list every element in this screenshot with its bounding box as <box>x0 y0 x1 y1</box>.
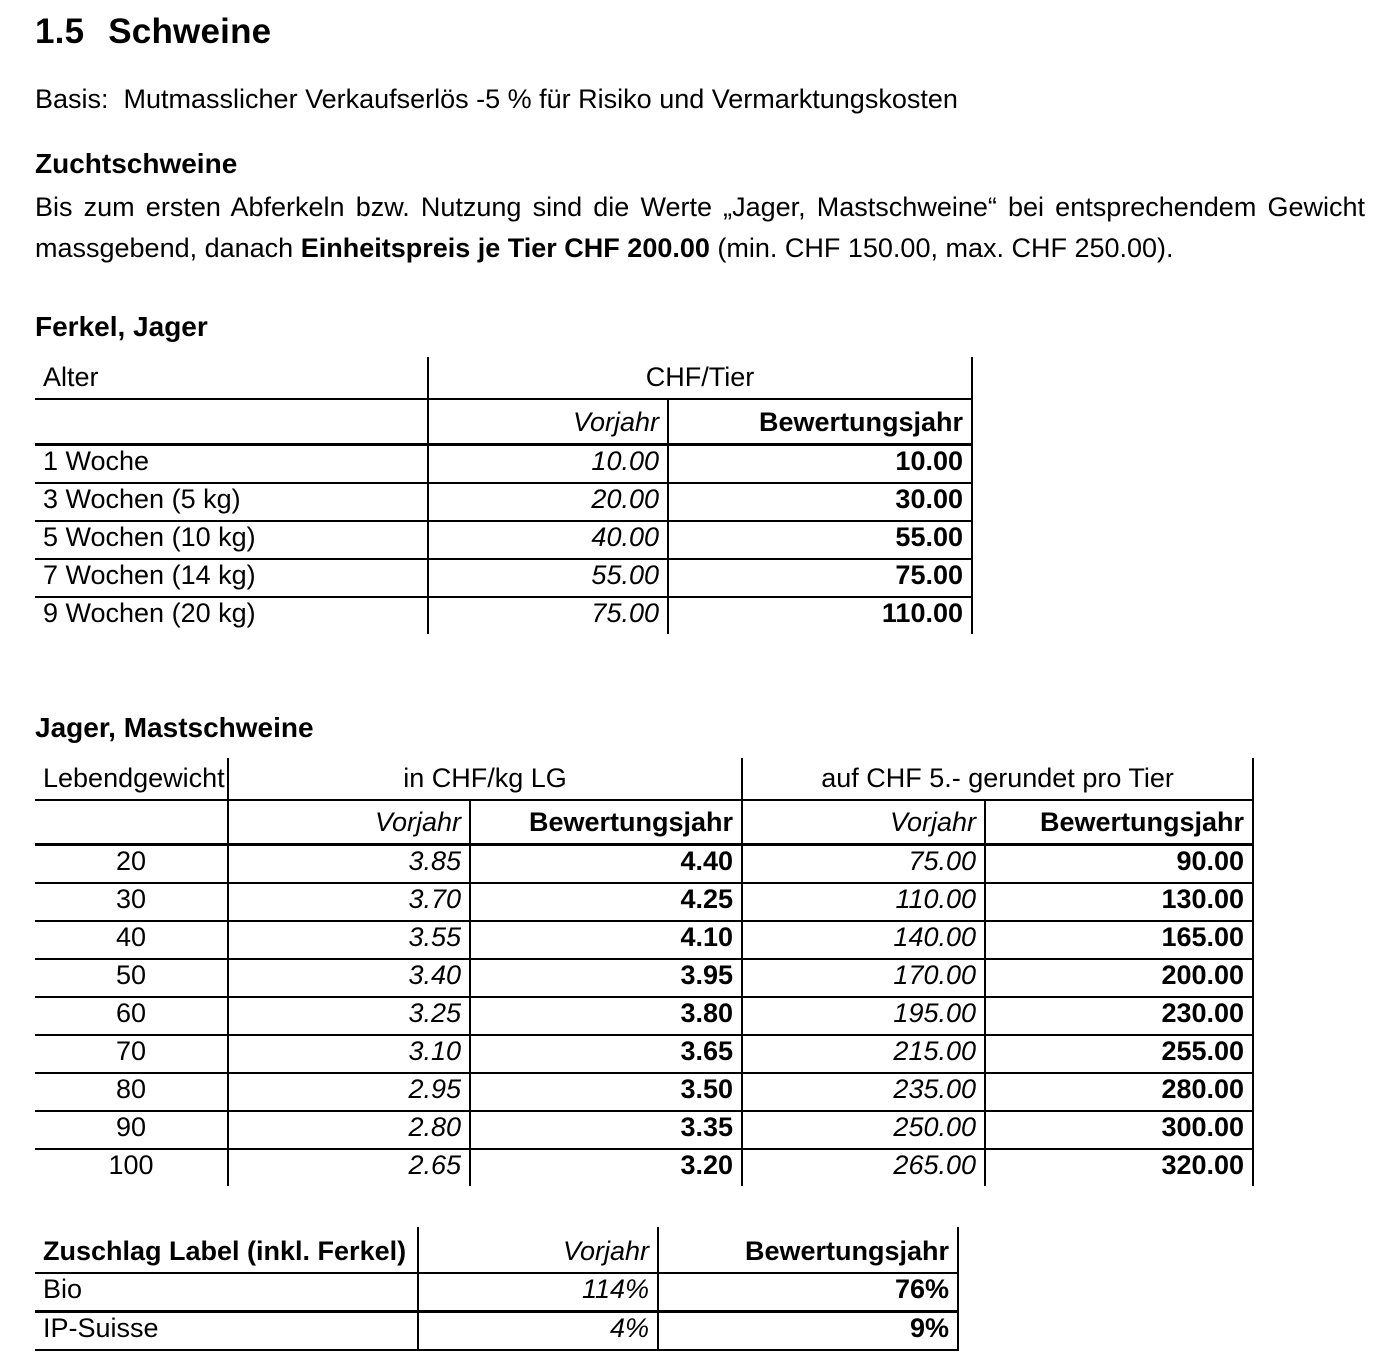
cell-kg-bewertungsjahr: 3.95 <box>470 959 742 997</box>
cell-bewertungsjahr: 30.00 <box>668 483 972 521</box>
table-header-row <box>35 1227 958 1273</box>
cell-tier-vorjahr: 75.00 <box>742 845 985 884</box>
cell-bewertungsjahr: 9% <box>658 1312 958 1351</box>
cell-tier-vorjahr: 170.00 <box>742 959 985 997</box>
cell-bewertungsjahr: 110.00 <box>668 597 972 634</box>
ferkel-jager-heading: Ferkel, Jager <box>35 311 208 342</box>
table-row <box>35 845 1253 884</box>
cell-kg-vorjahr: 3.85 <box>228 845 470 884</box>
cell-label: Bio <box>35 1273 418 1312</box>
cell-kg-vorjahr: 3.70 <box>228 883 470 921</box>
table-row <box>35 1149 1253 1186</box>
cell-tier-bewertungsjahr: 320.00 <box>985 1149 1253 1186</box>
cell-bewertungsjahr: 10.00 <box>668 444 972 483</box>
table-row <box>35 559 972 597</box>
cell-alter: 3 Wochen (5 kg) <box>35 483 428 521</box>
cell-tier-vorjahr: 140.00 <box>742 921 985 959</box>
cell-gewicht: 100 <box>35 1149 228 1186</box>
empty-cell <box>35 800 228 845</box>
cell-kg-vorjahr: 3.25 <box>228 997 470 1035</box>
page-title <box>35 0 1365 52</box>
cell-tier-bewertungsjahr: 200.00 <box>985 959 1253 997</box>
col-header-bewertungsjahr: Bewertungsjahr <box>658 1227 958 1273</box>
jager-mastschweine-heading: Jager, Mastschweine <box>35 711 314 743</box>
cell-kg-bewertungsjahr: 4.25 <box>470 883 742 921</box>
empty-cell <box>35 399 428 444</box>
col-header-vorjahr: Vorjahr <box>418 1227 658 1273</box>
cell-label: IP-Suisse <box>35 1312 418 1351</box>
cell-gewicht: 20 <box>35 845 228 884</box>
cell-kg-vorjahr: 3.55 <box>228 921 470 959</box>
table-row <box>35 521 972 559</box>
section-title-text: Schweine <box>108 12 272 51</box>
table-row <box>35 959 1253 997</box>
table-subheader-row <box>35 800 1253 845</box>
cell-bewertungsjahr: 76% <box>658 1273 958 1312</box>
col-header-chf-kg-group: in CHF/kg LG <box>228 758 742 800</box>
cell-gewicht: 60 <box>35 997 228 1035</box>
cell-tier-vorjahr: 265.00 <box>742 1149 985 1186</box>
table-row <box>35 483 972 521</box>
table-row <box>35 921 1253 959</box>
cell-tier-bewertungsjahr: 255.00 <box>985 1035 1253 1073</box>
jager-mastschweine-table <box>35 758 1254 1187</box>
cell-vorjahr: 75.00 <box>428 597 668 634</box>
cell-tier-vorjahr: 215.00 <box>742 1035 985 1073</box>
cell-tier-vorjahr: 235.00 <box>742 1073 985 1111</box>
cell-kg-bewertungsjahr: 3.50 <box>470 1073 742 1111</box>
cell-kg-bewertungsjahr: 4.10 <box>470 921 742 959</box>
cell-kg-bewertungsjahr: 4.40 <box>470 845 742 884</box>
zuchtschweine-heading: Zuchtschweine <box>35 148 238 179</box>
col-header-lebendgewicht: Lebendgewicht <box>35 758 228 800</box>
table-row <box>35 444 972 483</box>
cell-alter: 1 Woche <box>35 444 428 483</box>
cell-gewicht: 80 <box>35 1073 228 1111</box>
table-row <box>35 1111 1253 1149</box>
col-header-bewertungsjahr: Bewertungsjahr <box>470 800 742 845</box>
col-header-bewertungsjahr: Bewertungsjahr <box>668 399 972 444</box>
cell-gewicht: 50 <box>35 959 228 997</box>
cell-kg-vorjahr: 2.80 <box>228 1111 470 1149</box>
cell-gewicht: 70 <box>35 1035 228 1073</box>
col-header-vorjahr: Vorjahr <box>228 800 470 845</box>
cell-gewicht: 30 <box>35 883 228 921</box>
table-row <box>35 597 972 634</box>
col-header-zuschlag-label: Zuschlag Label (inkl. Ferkel) <box>35 1227 418 1273</box>
table-row <box>35 997 1253 1035</box>
table-row <box>35 1312 958 1351</box>
cell-kg-bewertungsjahr: 3.80 <box>470 997 742 1035</box>
cell-tier-bewertungsjahr: 280.00 <box>985 1073 1253 1111</box>
cell-alter: 9 Wochen (20 kg) <box>35 597 428 634</box>
table-header-row <box>35 758 1253 800</box>
table-row <box>35 883 1253 921</box>
paragraph-text-before: Bis zum ersten Abferkeln bzw. Nutzung sind die Werte „Jager, Mastschweine“ bei entsprechendem Gewicht massgebend, danach <box>35 192 1365 263</box>
cell-alter: 5 Wochen (10 kg) <box>35 521 428 559</box>
col-header-chf-tier: CHF/Tier <box>428 357 972 399</box>
cell-kg-bewertungsjahr: 3.65 <box>470 1035 742 1073</box>
col-header-vorjahr: Vorjahr <box>428 399 668 444</box>
cell-vorjahr: 20.00 <box>428 483 668 521</box>
cell-vorjahr: 55.00 <box>428 559 668 597</box>
zuchtschweine-paragraph <box>35 187 1365 269</box>
cell-kg-vorjahr: 2.65 <box>228 1149 470 1186</box>
cell-vorjahr: 40.00 <box>428 521 668 559</box>
basis-line: Basis: Mutmasslicher Verkaufserlös -5 % für Risiko und Vermarktungskosten <box>35 84 958 114</box>
cell-kg-bewertungsjahr: 3.35 <box>470 1111 742 1149</box>
cell-tier-bewertungsjahr: 130.00 <box>985 883 1253 921</box>
cell-bewertungsjahr: 75.00 <box>668 559 972 597</box>
table-row <box>35 1273 958 1312</box>
table-subheader-row <box>35 399 972 444</box>
cell-tier-bewertungsjahr: 230.00 <box>985 997 1253 1035</box>
table-row <box>35 1035 1253 1073</box>
cell-vorjahr: 10.00 <box>428 444 668 483</box>
table-row <box>35 1073 1253 1111</box>
paragraph-text-after: (min. CHF 150.00, max. CHF 250.00). <box>709 233 1174 263</box>
cell-bewertungsjahr: 55.00 <box>668 521 972 559</box>
cell-kg-bewertungsjahr: 3.20 <box>470 1149 742 1186</box>
cell-tier-vorjahr: 250.00 <box>742 1111 985 1149</box>
col-header-bewertungsjahr: Bewertungsjahr <box>985 800 1253 845</box>
cell-tier-bewertungsjahr: 165.00 <box>985 921 1253 959</box>
ferkel-jager-table <box>35 357 973 634</box>
section-number: 1.5 <box>35 12 85 51</box>
col-header-pro-tier-group: auf CHF 5.- gerundet pro Tier <box>742 758 1253 800</box>
cell-tier-bewertungsjahr: 300.00 <box>985 1111 1253 1149</box>
zuschlag-label-table <box>35 1227 959 1351</box>
cell-gewicht: 90 <box>35 1111 228 1149</box>
cell-tier-vorjahr: 110.00 <box>742 883 985 921</box>
table-header-row <box>35 357 972 399</box>
paragraph-bold-text: Einheitspreis je Tier CHF 200.00 <box>300 233 710 263</box>
cell-kg-vorjahr: 2.95 <box>228 1073 470 1111</box>
cell-kg-vorjahr: 3.10 <box>228 1035 470 1073</box>
col-header-alter: Alter <box>35 357 428 399</box>
cell-tier-bewertungsjahr: 90.00 <box>985 845 1253 884</box>
cell-vorjahr: 114% <box>418 1273 658 1312</box>
col-header-vorjahr: Vorjahr <box>742 800 985 845</box>
cell-kg-vorjahr: 3.40 <box>228 959 470 997</box>
cell-tier-vorjahr: 195.00 <box>742 997 985 1035</box>
cell-alter: 7 Wochen (14 kg) <box>35 559 428 597</box>
cell-vorjahr: 4% <box>418 1312 658 1351</box>
cell-gewicht: 40 <box>35 921 228 959</box>
